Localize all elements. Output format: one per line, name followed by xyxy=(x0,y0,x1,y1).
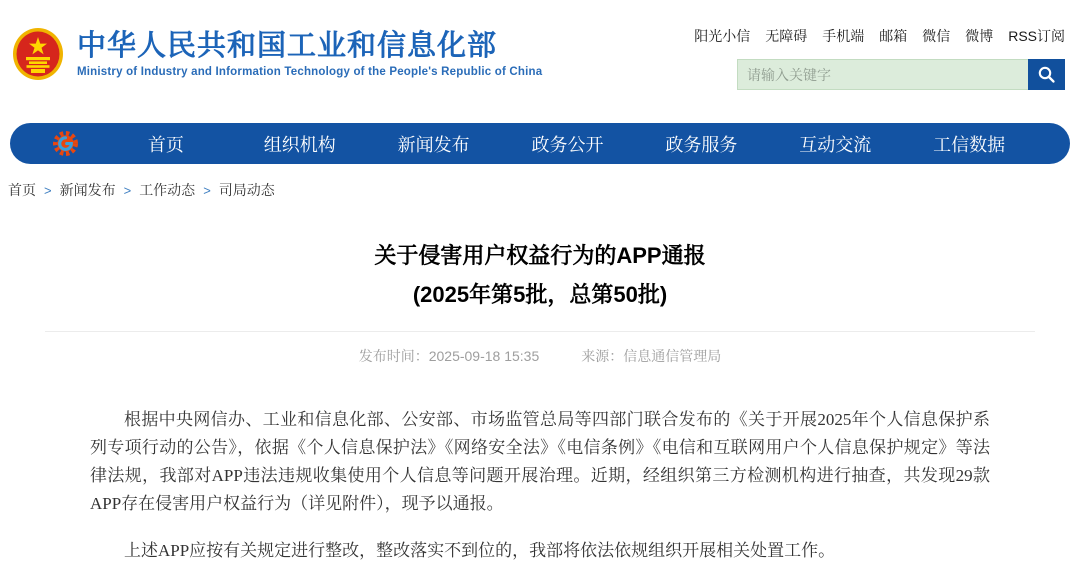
nav-item-data[interactable]: 工信数据 xyxy=(933,134,1006,155)
site-subtitle: Ministry of Industry and Information Technology of the People's Republic of China xyxy=(77,66,543,79)
article-title-line2: (2025年第5批，总第50批) xyxy=(412,281,668,307)
top-link-wechat[interactable]: 微信 xyxy=(922,28,951,44)
publish-time-label: 发布时间： xyxy=(358,348,429,364)
article-meta xyxy=(0,346,1080,366)
breadcrumb-bureau-trends[interactable]: 司局动态 xyxy=(218,182,275,198)
article-title xyxy=(0,237,1080,314)
breadcrumb-home[interactable]: 首页 xyxy=(8,182,36,198)
miit-logo-icon xyxy=(52,129,81,158)
top-link-mobile[interactable]: 手机端 xyxy=(822,28,865,44)
nav-item-interaction[interactable]: 互动交流 xyxy=(799,134,872,155)
site-title: 中华人民共和国工业和信息化部 xyxy=(77,29,498,62)
breadcrumb-news[interactable]: 新闻发布 xyxy=(59,182,116,198)
search-input[interactable] xyxy=(737,59,1028,90)
article-paragraph: 上述APP应按有关规定进行整改，整改落实不到位的，我部将依法依规组织开展相关处置工作。 xyxy=(124,541,836,561)
top-link-accessibility[interactable]: 无障碍 xyxy=(765,28,808,44)
main-nav xyxy=(10,123,1070,164)
national-emblem-icon xyxy=(12,27,64,81)
article-paragraph: 根据中央网信办、工业和信息化部、公安部、市场监管总局等四部门联合发布的《关于开展2025年个人信息保护系列专项行动的公告》，依据《个人信息保护法》《网络安全法》《电信条例》《电信和互联网用户个人信息保护规定》等法律法规，我部对APP违法违规收集使用个人信息等问题开展治理。近期，经组织第三方检测机构进行抽查，共发现29款APP存在侵害用户权益行为（详见附件），现予以通报。 xyxy=(90,410,990,514)
top-link-rss[interactable]: RSS订阅 xyxy=(1008,28,1065,44)
breadcrumb-work-trends[interactable]: 工作动态 xyxy=(139,182,196,198)
breadcrumb-separator: > xyxy=(203,182,211,198)
search-bar xyxy=(737,59,1065,90)
article-title-line1: 关于侵害用户权益行为的APP通报 xyxy=(374,243,706,268)
nav-item-organization[interactable]: 组织机构 xyxy=(263,134,336,155)
nav-item-home[interactable]: 首页 xyxy=(147,134,184,155)
header-right xyxy=(694,26,1065,90)
top-link-mail[interactable]: 邮箱 xyxy=(879,28,908,44)
source-label: 来源： xyxy=(581,348,624,364)
source-value: 信息通信管理局 xyxy=(623,348,722,364)
breadcrumb xyxy=(8,180,1080,200)
breadcrumb-separator: > xyxy=(123,182,132,198)
article xyxy=(0,237,1080,565)
site-header xyxy=(0,0,1080,120)
top-links xyxy=(694,26,1065,46)
nav-item-news[interactable]: 新闻发布 xyxy=(397,134,470,155)
top-link-yangguangxiaoxin[interactable]: 阳光小信 xyxy=(694,28,751,44)
search-button[interactable] xyxy=(1028,59,1065,90)
nav-item-gov-open[interactable]: 政务公开 xyxy=(531,134,604,155)
publish-time: 2025-09-18 15:35 xyxy=(428,348,540,364)
top-link-weibo[interactable]: 微博 xyxy=(965,28,994,44)
breadcrumb-separator: > xyxy=(44,182,52,198)
article-body xyxy=(90,406,990,565)
search-icon xyxy=(1037,65,1056,84)
nav-item-gov-service[interactable]: 政务服务 xyxy=(665,134,738,155)
site-title-block xyxy=(77,30,542,78)
title-divider xyxy=(45,331,1035,332)
site-brand xyxy=(12,27,542,81)
